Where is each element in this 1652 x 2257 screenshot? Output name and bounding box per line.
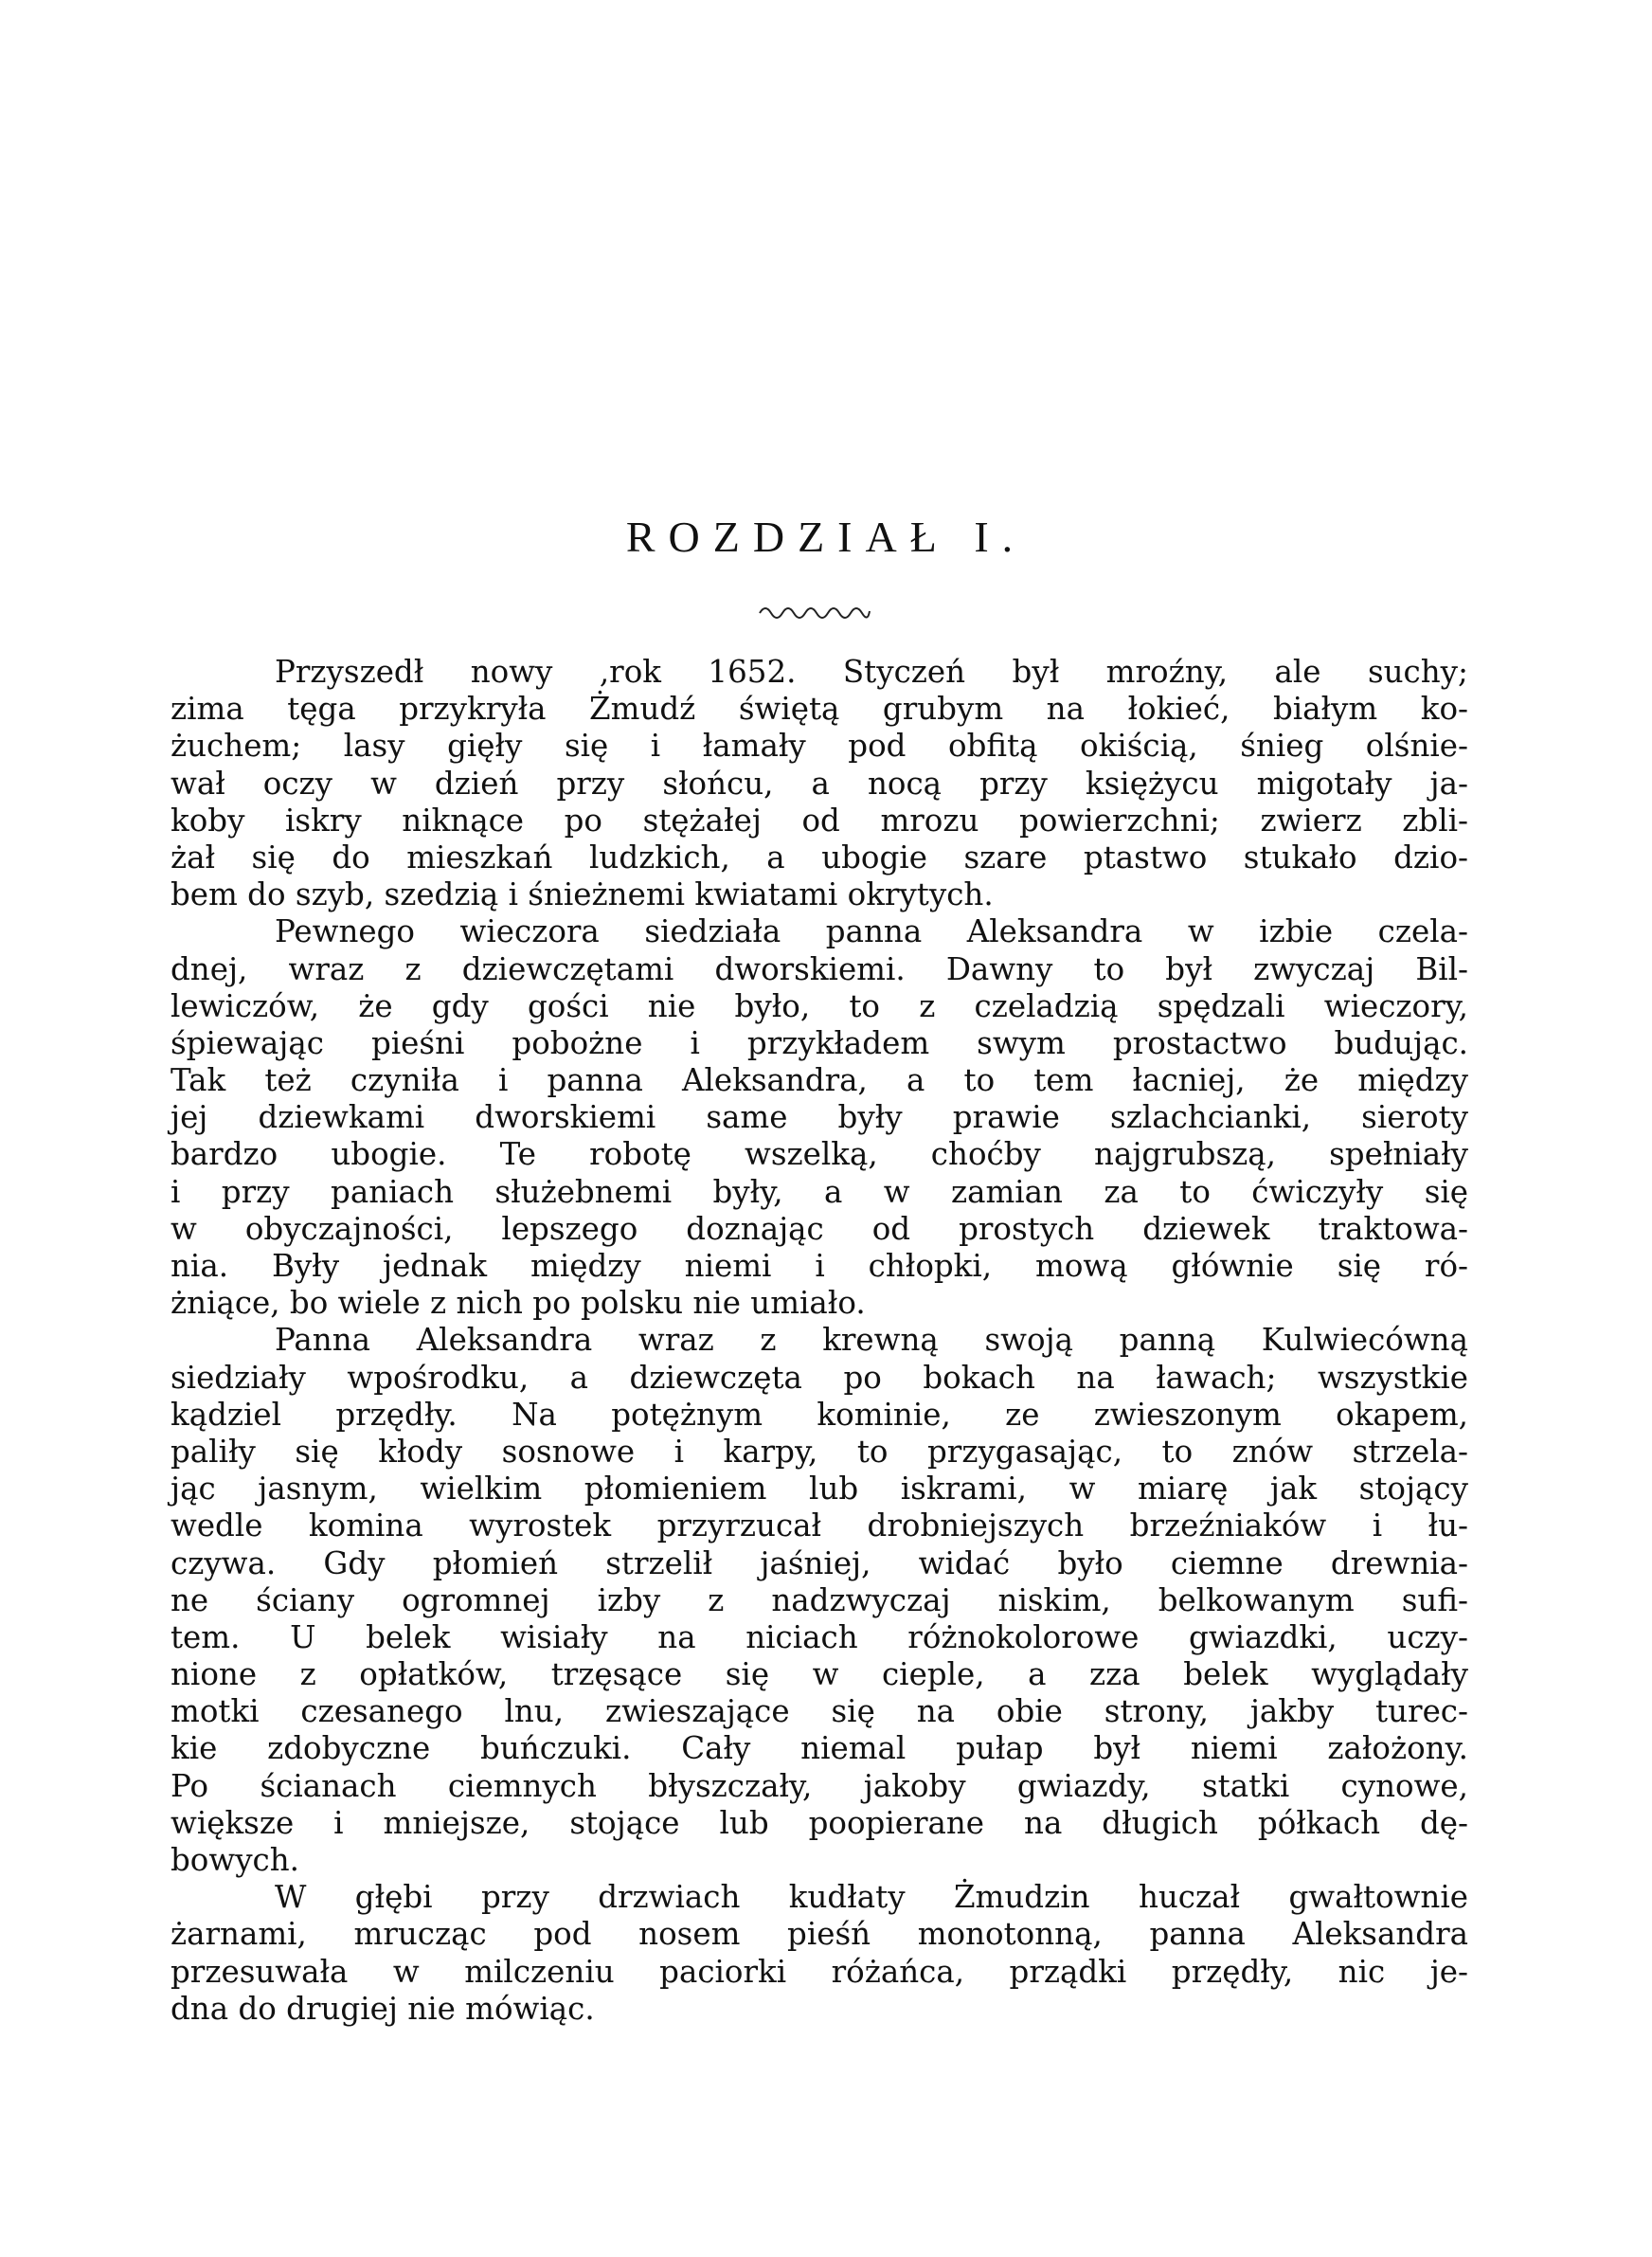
text-line: żał się do mieszkań ludzkich, a ubogie szare ptastwo stukało dzio- bbox=[171, 839, 1468, 876]
text-line: ne ściany ogromnej izby z nadzwyczaj niskim, belkowanym sufi- bbox=[171, 1581, 1468, 1618]
text-line: śpiewając pieśni pobożne i przykładem swym prostactwo budując. bbox=[171, 1024, 1468, 1061]
text-line: nione z opłatków, trzęsące się w cieple, a zza belek wyglądały bbox=[171, 1656, 1468, 1693]
text-line: większe i mniejsze, stojące lub poopierane na długich półkach dę- bbox=[171, 1804, 1468, 1841]
paragraph-3 bbox=[171, 1322, 1468, 1879]
text-line: i przy paniach służebnemi były, a w zamian za to ćwiczyły się bbox=[171, 1173, 1468, 1210]
chapter-title: ROZDZIAŁ I. bbox=[625, 513, 1027, 561]
text-line: żarnami, mrucząc pod nosem pieśń monotonną, panna Aleksandra bbox=[171, 1916, 1468, 1953]
text-line: siedziały wpośrodku, a dziewczęta po bokach na ławach; wszystkie bbox=[171, 1359, 1468, 1396]
text-line: paliły się kłody sosnowe i karpy, to przygasając, to znów strzela- bbox=[171, 1433, 1468, 1470]
paragraph-2 bbox=[171, 913, 1468, 1322]
text-line: wał oczy w dzień przy słońcu, a nocą przy księżycu migotały ja- bbox=[171, 765, 1468, 802]
text-line: zima tęga przykryła Żmudź świętą grubym na łokieć, białym ko- bbox=[171, 691, 1468, 728]
text-line: przesuwała w milczeniu paciorki różańca, prządki przędły, nic je- bbox=[171, 1953, 1468, 1990]
text-line: kądziel przędły. Na potężnym kominie, ze zwieszonym okapem, bbox=[171, 1396, 1468, 1433]
text-line: bowych. bbox=[171, 1842, 300, 1878]
text-line: Panna Aleksandra wraz z krewną swoją panną Kulwiecówną bbox=[275, 1322, 1468, 1359]
text-line: Po ścianach ciemnych błyszczały, jakoby gwiazdy, statki cynowe, bbox=[171, 1767, 1468, 1804]
text-line: motki czesanego lnu, zwieszające się na obie strony, jakby turec- bbox=[171, 1693, 1468, 1730]
chapter-body bbox=[171, 654, 1468, 2028]
text-line: Przyszedł nowy ,rok 1652. Styczeń był mroźny, ale suchy; bbox=[275, 654, 1468, 690]
text-line: w obyczajności, lepszego doznając od prostych dziewek traktowa- bbox=[171, 1210, 1468, 1247]
text-line: dnej, wraz z dziewczętami dworskiemi. Dawny to był zwyczaj Bil- bbox=[171, 950, 1468, 987]
text-line: Pewnego wieczora siedziała panna Aleksandra w izbie czela- bbox=[275, 913, 1468, 950]
text-line: jąc jasnym, wielkim płomieniem lub iskrami, w miarę jak stojący bbox=[171, 1471, 1468, 1508]
text-line: Tak też czyniła i panna Aleksandra, a to tem łacniej, że między bbox=[171, 1062, 1468, 1099]
wave-ornament-icon bbox=[758, 602, 871, 621]
paragraph-4 bbox=[171, 1879, 1468, 2028]
text-line: tem. U belek wisiały na niciach różnokolorowe gwiazdki, uczy- bbox=[171, 1618, 1468, 1655]
text-line: żuchem; lasy gięły się i łamały pod obfitą okiścią, śnieg olśnie- bbox=[171, 728, 1468, 765]
paragraph-1 bbox=[171, 654, 1468, 913]
text-line: jej dziewkami dworskiemi same były prawie szlachcianki, sieroty bbox=[171, 1099, 1468, 1136]
text-line: czywa. Gdy płomień strzelił jaśniej, widać było ciemne drewnia- bbox=[171, 1544, 1468, 1581]
text-line: kie zdobyczne buńczuki. Cały niemal pułap był niemi założony. bbox=[171, 1730, 1468, 1767]
text-line: bardzo ubogie. Te robotę wszelką, choćby najgrubszą, spełniały bbox=[171, 1136, 1468, 1173]
text-line: nia. Były jednak między niemi i chłopki, mową głównie się ró- bbox=[171, 1248, 1468, 1284]
text-line: koby iskry niknące po stężałej od mrozu powierzchni; zwierz zbli- bbox=[171, 802, 1468, 839]
text-line: W głębi przy drzwiach kudłaty Żmudzin huczał gwałtownie bbox=[275, 1879, 1468, 1916]
text-line: bem do szyb, szedzią i śnieżnemi kwiatami okrytych. bbox=[171, 876, 994, 913]
text-line: wedle komina wyrostek przyrzucał drobniejszych brzeźniaków i łu- bbox=[171, 1508, 1468, 1544]
text-line: żniące, bo wiele z nich po polsku nie umiało. bbox=[171, 1285, 866, 1322]
text-line: dna do drugiej nie mówiąc. bbox=[171, 1990, 595, 2027]
text-line: lewiczów, że gdy gości nie było, to z czeladzią spędzali wieczory, bbox=[171, 987, 1468, 1024]
